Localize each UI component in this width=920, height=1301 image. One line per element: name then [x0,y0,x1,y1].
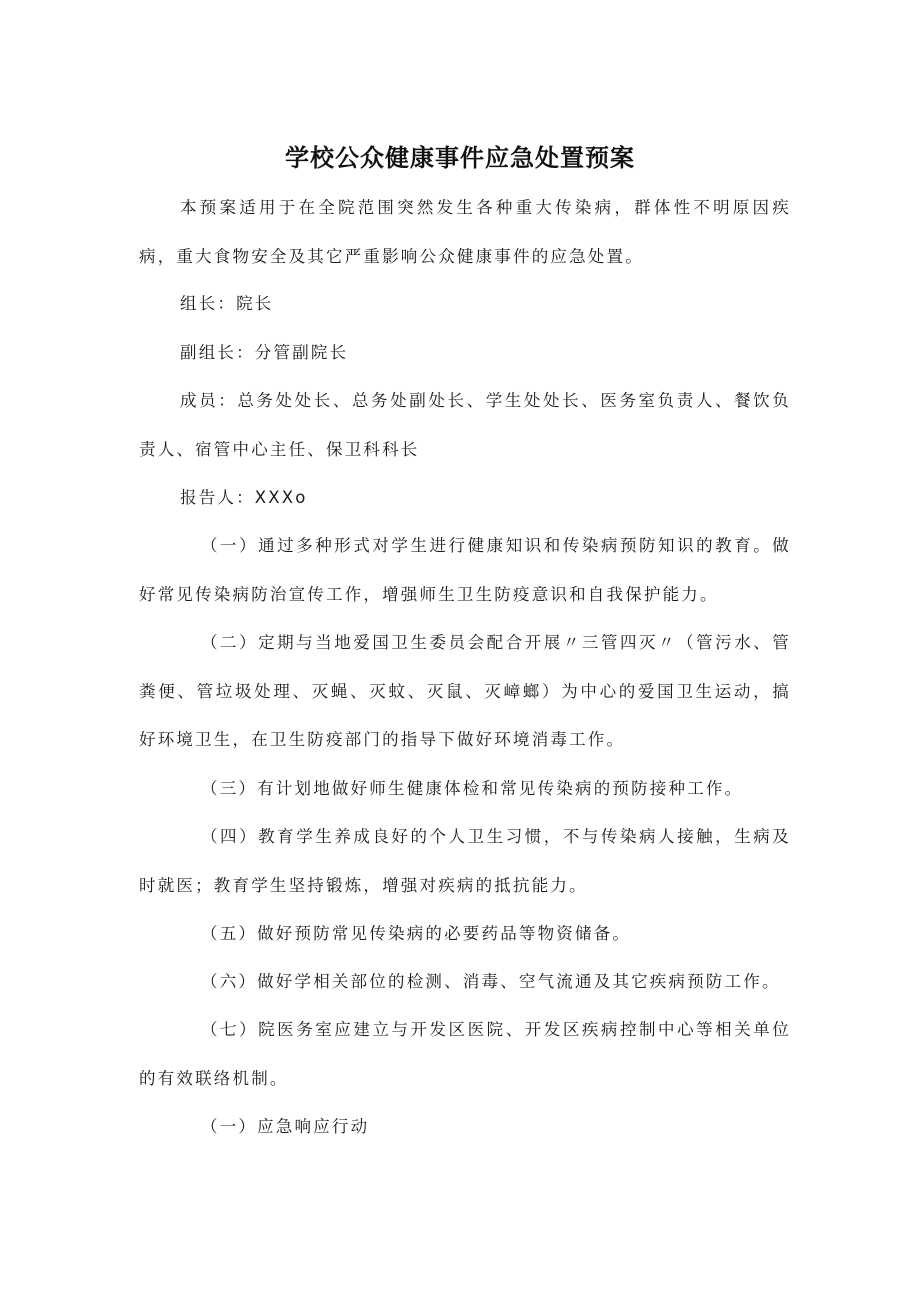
paragraph-item-5: （五）做好预防常见传染病的必要药品等物资储备。 [201,924,632,943]
document-title: 学校公众健康事件应急处置预案 [285,144,635,172]
paragraph-item-3: （三）有计划地做好师生健康体检和常见传染病的预防接种工作。 [201,779,744,798]
paragraph-scope: 本预案适用于在全院范围突然发生各种重大传染病，群体性不明原因疾病，重大食物安全及其它严重影响公众健康事件的应急处置。 [139,198,791,266]
section-heading-emergency-response: （一）应急响应行动 [201,1117,370,1136]
paragraph-item-2: （二）定期与当地爱国卫生委员会配合开展〃三管四灭〃（管污水、管粪便、管垃圾处理、灭蝇、灭蚊、灭鼠、灭嶂螂）为中心的爱国卫生运动，搞好环境卫生，在卫生防疫部门的指导下做好环境消毒工作。 [139,633,791,749]
paragraph-reporter: 报告人：XXXo [180,488,308,507]
paragraph-deputy-leader: 副组长：分管副院长 [180,343,349,362]
paragraph-item-7: （七）院医务室应建立与开发区医院、开发区疾病控制中心等相关单位的有效联络机制。 [139,1020,791,1088]
paragraph-item-1: （一）通过多种形式对学生进行健康知识和传染病预防知识的教育。做好常见传染病防治宣传工作，增强师生卫生防疫意识和自我保护能力。 [139,536,791,604]
paragraph-members: 成员：总务处处长、总务处副处长、学生处处长、医务室负责人、餐饮负责人、宿管中心主任、保卫科科长 [139,391,791,459]
paragraph-group-leader: 组长：院长 [180,294,274,313]
paragraph-item-6: （六）做好学相关部位的检测、消毒、空气流通及其它疾病预防工作。 [201,972,781,991]
paragraph-item-4: （四）教育学生养成良好的个人卫生习惯，不与传染病人接触，生病及时就医；教育学生坚持锻炼，增强对疾病的抵抗能力。 [139,827,791,895]
